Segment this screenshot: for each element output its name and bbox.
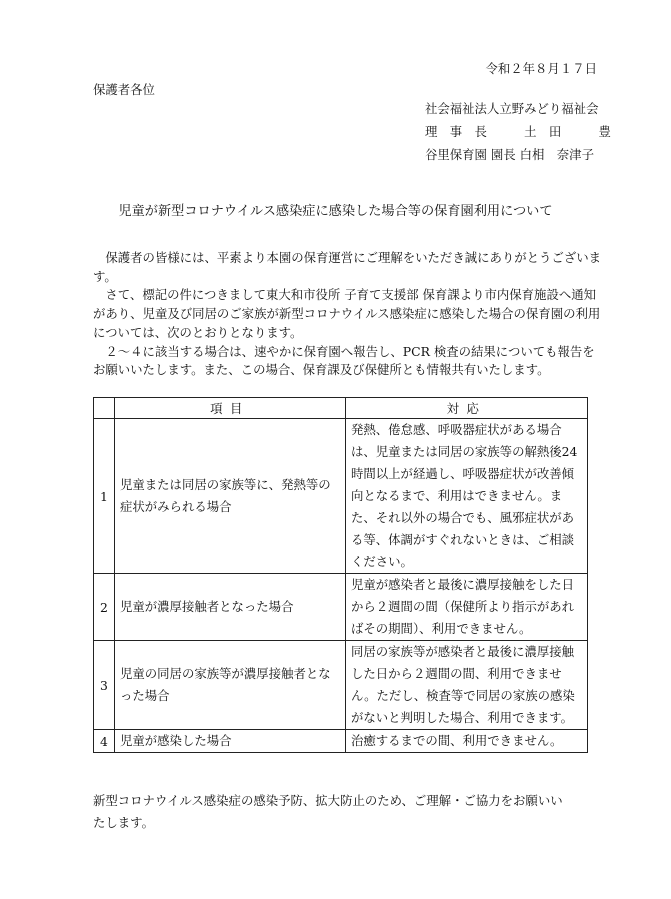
table-row <box>94 574 588 641</box>
sender-director: 谷里保育園 園長 白相 奈津子 <box>425 147 594 162</box>
closing-text: 新型コロナウイルス感染症の感染予防、拡大防止のため、ご理解・ご協力をお願いいたします。 <box>93 793 563 830</box>
row-item: 児童が感染した場合 <box>115 730 346 753</box>
header-item: 項目 <box>115 398 346 419</box>
body-paragraph-1: 保護者の皆様には、平素より本園の保育運営にご理解をいただき誠にありがとうございます。 <box>93 250 602 284</box>
sender-block <box>425 97 611 166</box>
row-item: 児童の同居の家族等が濃厚接触者となった場合 <box>115 641 346 730</box>
header-number-cell <box>94 398 115 419</box>
sender-chairman: 理 事 長 土 田 豊 <box>425 124 611 139</box>
body-text <box>93 249 603 380</box>
header-response: 対応 <box>346 398 588 419</box>
row-item: 児童が濃厚接触者となった場合 <box>115 574 346 641</box>
body-paragraph-2: さて、標記の件につきまして東大和市役所 子育て支援部 保育課より市内保育施設へ通知があり、児童及び同居のご家族が新型コロナウイルス感染症に感染した場合の保育園の利用については、次のとおりとなります。 <box>93 287 601 340</box>
table-header-row <box>94 398 588 419</box>
document-date: 令和２年８月１７日 <box>485 61 597 76</box>
table-row <box>94 419 588 574</box>
response-table <box>93 397 588 753</box>
row-number: 2 <box>94 574 115 641</box>
row-response: 児童が感染者と最後に濃厚接触をした日から２週間の間（保健所より指示があればその期間）、利用できません。 <box>346 574 588 641</box>
row-number: 4 <box>94 730 115 753</box>
addressee: 保護者各位 <box>93 82 155 97</box>
table-row <box>94 730 588 753</box>
document-title: 児童が新型コロナウイルス感染症に感染した場合等の保育園利用について <box>118 204 553 219</box>
row-response: 発熱、倦怠感、呼吸器症状がある場合は、児童または同居の家族等の解熱後24時間以上が経過し、呼吸器症状が改善傾向となるまで、利用はできません。また、それ以外の場合でも、風邪症状がある等、体調がすぐれないときは、ご相談ください。 <box>346 419 588 574</box>
row-item: 児童または同居の家族等に、発熱等の症状がみられる場合 <box>115 419 346 574</box>
row-number: 1 <box>94 419 115 574</box>
row-response: 治癒するまでの間、利用できません。 <box>346 730 588 753</box>
row-number: 3 <box>94 641 115 730</box>
row-response: 同居の家族等が感染者と最後に濃厚接触した日から２週間の間、利用できません。ただし、検査等で同居の家族の感染がないと判明した場合、利用できます。 <box>346 641 588 730</box>
table-row <box>94 641 588 730</box>
body-paragraph-3: ２～４に該当する場合は、速やかに保育園へ報告し、PCR 検査の結果についても報告をお願いいたします。また、この場合、保育課及び保健所とも情報共有いたします。 <box>93 343 595 378</box>
sender-organization: 社会福祉法人立野みどり福祉会 <box>425 101 599 116</box>
